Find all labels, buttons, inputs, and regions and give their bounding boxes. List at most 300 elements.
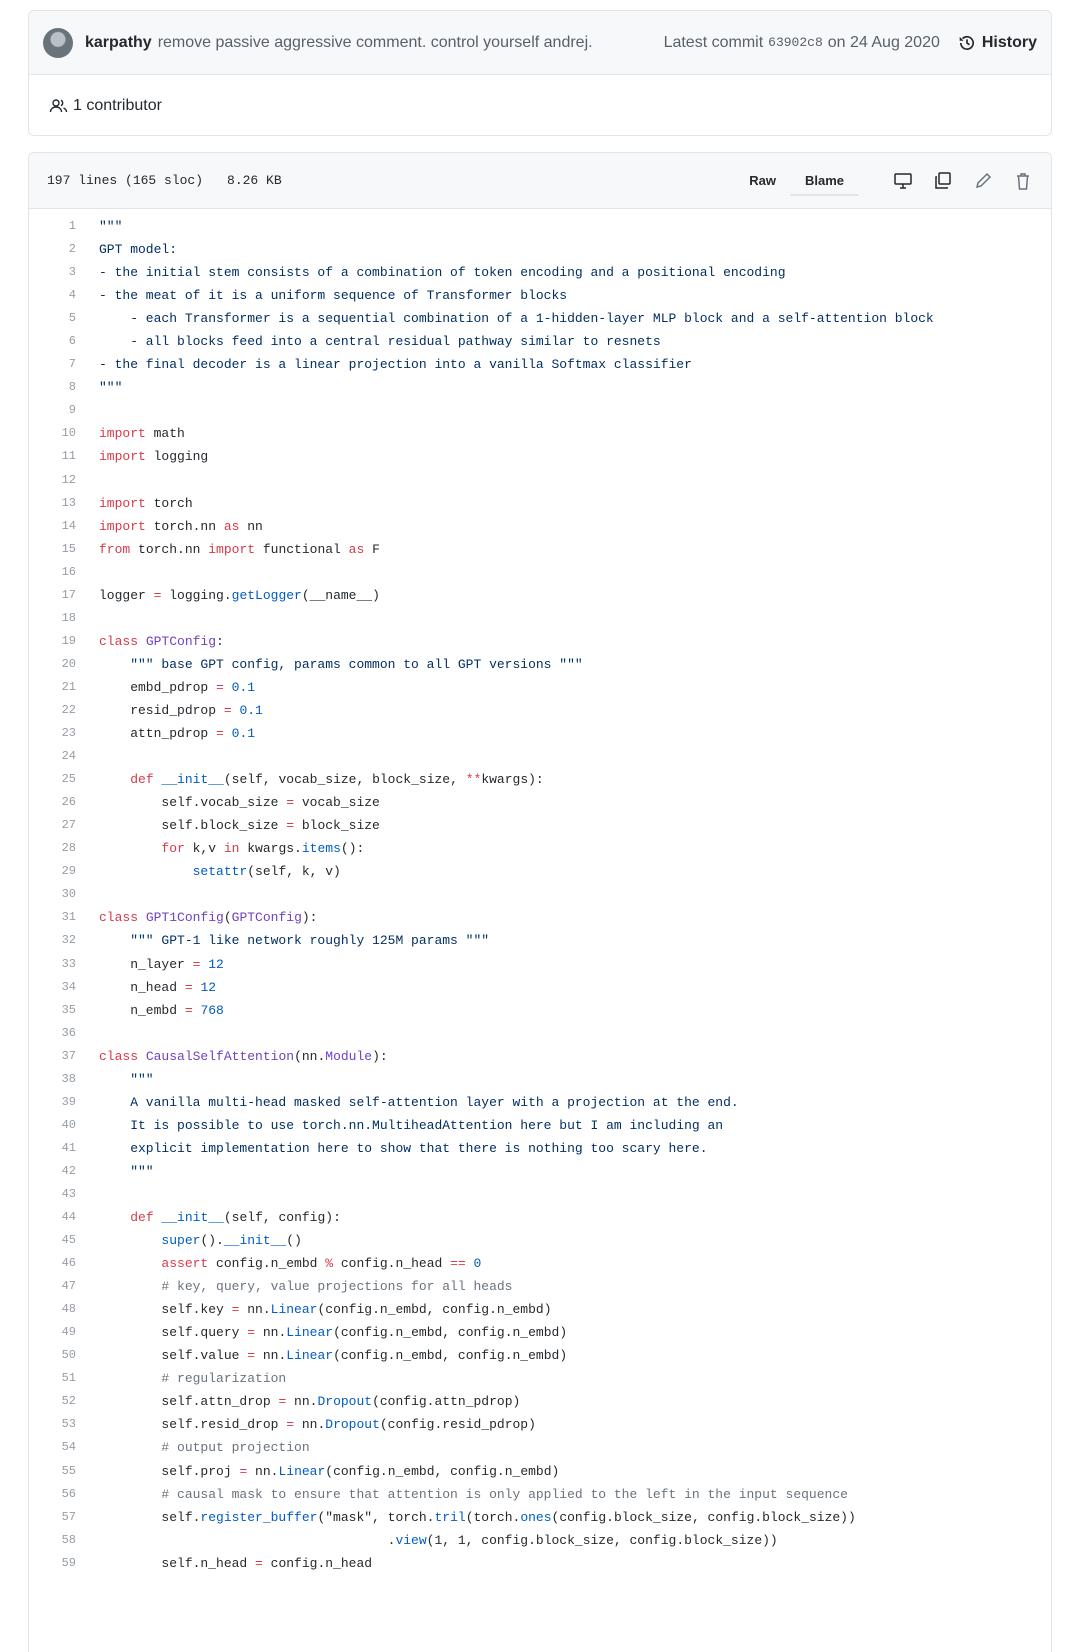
code-token: """ <box>99 1163 154 1179</box>
code-token: = <box>286 1417 295 1433</box>
code-token: self.value <box>99 1348 248 1364</box>
code-token: assert <box>161 1256 209 1272</box>
code-token <box>138 1049 146 1064</box>
line-number[interactable]: 51 <box>61 1371 76 1386</box>
code-token: as <box>223 518 240 534</box>
code-token <box>224 680 232 695</box>
code-token: 0.1 <box>231 679 256 695</box>
code-text <box>76 929 489 952</box>
line-number[interactable]: 26 <box>61 795 76 810</box>
code-text <box>76 584 380 607</box>
code-token: . <box>99 1532 396 1548</box>
line-number[interactable]: 38 <box>61 1071 76 1086</box>
line-number[interactable]: 56 <box>61 1486 76 1501</box>
line-number[interactable]: 36 <box>61 1025 76 1040</box>
code-text <box>76 676 255 699</box>
code-token: (1, 1, config.block_size, config.block_size)) <box>426 1532 778 1548</box>
code-token: = <box>231 1302 240 1318</box>
line-number[interactable]: 41 <box>61 1140 76 1155</box>
code-line <box>29 1529 1051 1552</box>
code-line <box>29 1206 1051 1229</box>
code-token: import <box>208 541 256 557</box>
code-text <box>76 1460 559 1483</box>
line-number[interactable]: 19 <box>61 633 76 648</box>
code-text <box>76 538 380 561</box>
code-token: == <box>450 1256 466 1272</box>
code-token: % <box>325 1256 334 1272</box>
code-token: = <box>286 818 295 834</box>
code-token: explicit implementation here to show that there is nothing too scary here. <box>99 1140 708 1156</box>
commit-sha[interactable]: 63902c8 <box>768 35 823 50</box>
code-line <box>29 284 1051 307</box>
line-number[interactable]: 35 <box>61 1002 76 1017</box>
line-number[interactable]: 17 <box>61 587 76 602</box>
code-text <box>76 1114 723 1137</box>
code-token: = <box>255 1555 263 1571</box>
line-number[interactable]: 42 <box>61 1163 76 1178</box>
code-text <box>76 1022 99 1045</box>
code-line <box>29 1321 1051 1344</box>
line-number[interactable]: 49 <box>61 1325 76 1340</box>
history-label: History <box>981 33 1037 51</box>
line-number[interactable]: 20 <box>61 656 76 671</box>
line-number[interactable]: 34 <box>61 979 76 994</box>
code-token <box>99 1233 161 1248</box>
contributors-row[interactable] <box>29 75 1051 137</box>
code-text <box>76 1275 512 1298</box>
code-token: def <box>130 1210 154 1226</box>
code-token: GPTConfig <box>145 633 217 649</box>
code-token: torch.nn <box>145 518 224 534</box>
code-token: nn. <box>255 1348 287 1364</box>
code-text <box>76 1413 536 1436</box>
latest-commit-bar <box>29 11 1051 75</box>
commit-message[interactable]: remove passive aggressive comment. control yourself andrej. <box>157 33 593 51</box>
line-number[interactable]: 25 <box>61 772 76 787</box>
desktop-icon[interactable] <box>893 171 913 191</box>
line-number[interactable]: 58 <box>61 1532 76 1547</box>
file-size: 8.26 KB <box>227 173 282 188</box>
code-line <box>29 722 1051 745</box>
code-text <box>76 999 224 1022</box>
code-token: = <box>153 587 162 603</box>
code-line <box>29 515 1051 538</box>
code-token: 768 <box>200 1002 224 1018</box>
code-token: = <box>216 679 224 695</box>
code-text <box>76 1367 286 1390</box>
code-token: def <box>130 772 154 788</box>
line-number[interactable]: 8 <box>68 380 76 395</box>
code-token: (torch. <box>465 1509 521 1525</box>
code-token <box>224 726 232 741</box>
line-number[interactable]: 39 <box>61 1094 76 1109</box>
code-token: 0 <box>473 1256 482 1272</box>
code-text <box>76 376 122 399</box>
code-text <box>76 445 208 468</box>
line-number[interactable]: 14 <box>61 518 76 533</box>
code-text <box>76 1344 567 1367</box>
line-number[interactable]: 30 <box>61 887 76 902</box>
code-line <box>29 1275 1051 1298</box>
code-token: import <box>99 449 146 465</box>
code-line <box>29 492 1051 515</box>
line-number[interactable]: 43 <box>61 1186 76 1201</box>
code-token: Linear <box>278 1463 326 1479</box>
line-number[interactable]: 23 <box>61 726 76 741</box>
code-line <box>29 653 1051 676</box>
code-token: self. <box>99 1509 201 1525</box>
code-token: = <box>278 1394 287 1410</box>
line-number[interactable]: 40 <box>61 1117 76 1132</box>
code-token: 0.1 <box>239 702 263 718</box>
line-number[interactable]: 28 <box>61 841 76 856</box>
code-line <box>29 607 1051 630</box>
code-token: vocab_size <box>294 795 380 811</box>
code-token: attn_pdrop <box>99 726 217 742</box>
line-number[interactable]: 45 <box>61 1233 76 1248</box>
code-line <box>29 1298 1051 1321</box>
code-token: (config.attn_pdrop) <box>372 1394 521 1410</box>
raw-blame-group <box>734 166 859 196</box>
code-token: - the final decoder is a linear projection into a vanilla Softmax classifier <box>99 357 692 373</box>
code-token: - the initial stem consists of a combination of token encoding and a positional encoding <box>99 265 786 281</box>
copy-icon[interactable] <box>933 171 953 191</box>
history-button[interactable] <box>958 34 1037 52</box>
code-token: """ <box>99 1071 154 1087</box>
line-number[interactable]: 22 <box>61 702 76 717</box>
code-line <box>29 1022 1051 1045</box>
line-number[interactable]: 2 <box>68 242 76 257</box>
code-text <box>76 353 692 376</box>
code-token: (config.n_embd, config.n_embd) <box>333 1348 568 1364</box>
code-token: ( <box>223 910 232 926</box>
code-text <box>76 607 99 630</box>
line-number[interactable]: 46 <box>61 1256 76 1271</box>
code-line <box>29 1160 1051 1183</box>
code-line <box>29 1229 1051 1252</box>
code-token: view <box>395 1532 427 1548</box>
code-text <box>76 238 177 261</box>
code-token: """ <box>99 219 123 234</box>
line-number[interactable]: 52 <box>61 1394 76 1409</box>
code-token: GPTConfig <box>231 910 302 926</box>
code-token: nn. <box>239 1302 271 1318</box>
code-token: # output projection <box>99 1440 310 1456</box>
code-token: Dropout <box>325 1417 380 1433</box>
code-token: Linear <box>286 1325 334 1341</box>
line-number[interactable]: 33 <box>61 956 76 971</box>
code-token: __init__ <box>161 1210 224 1226</box>
line-number[interactable]: 32 <box>61 933 76 948</box>
line-number[interactable]: 44 <box>61 1210 76 1225</box>
code-token: Module <box>325 1048 373 1064</box>
code-token: class <box>99 910 139 926</box>
code-text <box>76 1137 708 1160</box>
code-token: self.resid_drop <box>99 1417 287 1433</box>
line-number[interactable]: 47 <box>61 1279 76 1294</box>
code-line <box>29 330 1051 353</box>
code-line <box>29 353 1051 376</box>
code-text <box>76 699 263 722</box>
code-token: (nn. <box>294 1048 326 1064</box>
code-line <box>29 538 1051 561</box>
file-box <box>28 152 1052 1652</box>
code-token: logging <box>145 449 209 465</box>
line-number[interactable]: 59 <box>61 1555 76 1570</box>
code-token: nn. <box>286 1394 318 1410</box>
code-token: items <box>301 841 341 857</box>
code-token: - all blocks feed into a central residual pathway similar to resnets <box>99 334 661 350</box>
code-line <box>29 1552 1051 1575</box>
code-token: __init__ <box>161 772 224 788</box>
line-number[interactable]: 53 <box>61 1417 76 1432</box>
file-lines-info: 197 lines (165 sloc) <box>47 173 204 188</box>
code-token: self.attn_drop <box>99 1394 279 1410</box>
code-line <box>29 1413 1051 1436</box>
code-token: tril <box>434 1509 466 1525</box>
code-token: for <box>161 841 185 857</box>
code-token: config.n_embd <box>208 1256 326 1272</box>
code-token: self.n_head <box>99 1555 256 1571</box>
trash-icon[interactable] <box>1013 171 1033 191</box>
line-number[interactable]: 13 <box>61 495 76 510</box>
code-token: 0.1 <box>231 726 256 742</box>
code-token: logger <box>99 587 154 603</box>
code-text <box>76 1298 552 1321</box>
code-line <box>29 860 1051 883</box>
code-token: = <box>223 702 232 718</box>
code-token: = <box>184 979 193 995</box>
code-token: ): <box>301 910 318 926</box>
code-token: self.query <box>99 1325 248 1341</box>
code-token: (self, k, v) <box>247 864 341 880</box>
code-text <box>76 814 380 837</box>
code-line <box>29 1390 1051 1413</box>
code-text <box>76 860 341 883</box>
code-token: nn <box>239 518 263 534</box>
code-line <box>29 215 1051 238</box>
code-line <box>29 1367 1051 1390</box>
code-line <box>29 261 1051 284</box>
code-token: (__name__) <box>301 587 380 603</box>
code-text <box>76 307 934 330</box>
line-number[interactable]: 48 <box>61 1302 76 1317</box>
line-number[interactable]: 27 <box>61 818 76 833</box>
line-number[interactable]: 15 <box>61 541 76 556</box>
code-token <box>99 772 130 787</box>
code-token: = <box>239 1463 248 1479</box>
code-token: super <box>161 1233 201 1249</box>
code-text <box>76 791 380 814</box>
code-text <box>76 722 255 745</box>
code-text <box>76 561 99 584</box>
line-number[interactable]: 12 <box>61 472 76 487</box>
code-line <box>29 976 1051 999</box>
code-token: """ <box>99 380 123 396</box>
code-token: resid_pdrop <box>99 702 224 718</box>
code-token: (config.n_embd, config.n_embd) <box>325 1463 560 1479</box>
code-line <box>29 422 1051 445</box>
code-line <box>29 883 1051 906</box>
code-token: self.vocab_size <box>99 795 287 811</box>
code-view[interactable] <box>29 209 1051 1575</box>
line-number[interactable]: 57 <box>61 1509 76 1524</box>
code-text <box>76 330 661 353</box>
code-token: logging. <box>161 587 232 603</box>
code-text <box>76 1206 341 1229</box>
line-number[interactable]: 54 <box>61 1440 76 1455</box>
code-line <box>29 1460 1051 1483</box>
code-text <box>76 906 317 929</box>
code-text <box>76 515 263 538</box>
line-number[interactable]: 18 <box>61 610 76 625</box>
code-line <box>29 1114 1051 1137</box>
code-token: (self, vocab_size, block_size, <box>223 772 466 788</box>
code-token: class <box>99 633 139 649</box>
line-number[interactable]: 16 <box>61 564 76 579</box>
code-line <box>29 768 1051 791</box>
code-text <box>76 1552 372 1575</box>
code-token: (). <box>200 1233 224 1249</box>
code-token <box>99 1256 161 1271</box>
code-token: (config.resid_pdrop) <box>379 1417 536 1433</box>
code-token: import <box>99 495 146 511</box>
raw-button[interactable]: Raw <box>749 172 776 188</box>
code-text <box>76 953 224 976</box>
code-line <box>29 791 1051 814</box>
code-token: import <box>99 426 146 442</box>
code-line <box>29 999 1051 1022</box>
code-line <box>29 1045 1051 1068</box>
code-token: self.block_size <box>99 818 287 834</box>
line-number[interactable]: 3 <box>68 265 76 280</box>
people-icon <box>49 98 69 114</box>
code-text <box>76 422 185 445</box>
code-token: config.n_head <box>333 1256 451 1272</box>
blame-button[interactable]: Blame <box>790 166 859 196</box>
code-token: ): <box>372 1048 388 1064</box>
code-text <box>76 1390 520 1413</box>
code-token: getLogger <box>231 587 302 603</box>
code-token: nn. <box>247 1463 279 1479</box>
line-number[interactable]: 9 <box>68 403 76 418</box>
code-token: = <box>216 726 224 742</box>
code-token: It is possible to use torch.nn.MultiheadAttention here but I am including an <box>99 1117 724 1133</box>
code-line <box>29 1436 1051 1459</box>
code-token: torch.nn <box>130 541 209 557</box>
line-number[interactable]: 7 <box>68 357 76 372</box>
code-token <box>99 841 161 856</box>
code-token <box>99 1210 130 1225</box>
code-text <box>76 1229 302 1252</box>
line-number[interactable]: 6 <box>68 334 76 349</box>
code-text <box>76 1091 739 1114</box>
code-token: () <box>286 1233 302 1249</box>
line-number[interactable]: 55 <box>61 1463 76 1478</box>
line-number[interactable]: 21 <box>61 679 76 694</box>
code-line <box>29 953 1051 976</box>
line-number[interactable]: 1 <box>68 219 76 233</box>
code-line <box>29 445 1051 468</box>
code-text <box>76 492 193 515</box>
code-token: - the meat of it is a uniform sequence of Transformer blocks <box>99 288 568 304</box>
code-token: GPT model: <box>99 242 178 258</box>
code-token: = <box>247 1325 256 1341</box>
code-token: ones <box>520 1509 552 1525</box>
code-line <box>29 469 1051 492</box>
code-token: # causal mask to ensure that attention is only applied to the left in the input sequence <box>99 1486 848 1502</box>
code-token: 12 <box>208 956 224 972</box>
code-token: kwargs): <box>481 772 544 788</box>
code-token: nn. <box>255 1325 287 1341</box>
code-token <box>99 864 193 879</box>
line-number[interactable]: 4 <box>68 288 76 303</box>
code-token: = <box>184 1002 193 1018</box>
code-token: as <box>348 541 365 557</box>
code-token: block_size <box>294 818 380 834</box>
code-token: import <box>99 518 146 534</box>
code-line <box>29 1091 1051 1114</box>
code-text <box>76 1183 99 1206</box>
code-token: n_head <box>99 979 185 995</box>
line-number[interactable]: 24 <box>61 749 76 764</box>
code-token: ** <box>465 772 482 788</box>
code-line <box>29 376 1051 399</box>
code-token: : <box>216 633 224 649</box>
code-token: math <box>145 426 185 442</box>
code-line <box>29 699 1051 722</box>
contributors-count: 1 contributor <box>73 97 162 114</box>
code-token: self.key <box>99 1302 232 1318</box>
file-header <box>29 153 1051 209</box>
line-number[interactable]: 37 <box>61 1048 76 1063</box>
line-number[interactable]: 10 <box>61 426 76 441</box>
code-line <box>29 630 1051 653</box>
line-number[interactable]: 31 <box>61 910 76 925</box>
code-token: config.n_head <box>262 1555 373 1571</box>
code-line <box>29 814 1051 837</box>
code-text <box>76 1068 154 1091</box>
code-token: setattr <box>192 864 248 880</box>
author-avatar[interactable] <box>43 28 73 58</box>
line-number[interactable]: 29 <box>61 864 76 879</box>
code-text <box>76 1252 481 1275</box>
code-line <box>29 929 1051 952</box>
code-token: kwargs. <box>239 841 302 857</box>
code-text <box>76 1483 848 1506</box>
code-text <box>76 215 122 238</box>
code-text <box>76 284 567 307</box>
line-number[interactable]: 50 <box>61 1348 76 1363</box>
code-token: nn. <box>294 1417 326 1433</box>
code-token: k,v <box>184 841 224 857</box>
commit-author[interactable]: karpathy <box>85 33 152 51</box>
latest-commit-label: Latest commit <box>663 33 764 51</box>
code-token: Linear <box>270 1302 318 1318</box>
code-token: (): <box>340 841 365 857</box>
code-text <box>76 745 99 768</box>
pencil-icon[interactable] <box>973 171 993 191</box>
code-token: __init__ <box>223 1233 287 1249</box>
line-number[interactable]: 5 <box>68 311 76 326</box>
line-number[interactable]: 11 <box>61 449 76 464</box>
code-text <box>76 469 99 492</box>
code-text <box>76 653 583 676</box>
code-line <box>29 1344 1051 1367</box>
code-token: (config.n_embd, config.n_embd) <box>333 1325 568 1341</box>
code-line <box>29 307 1051 330</box>
code-token: (config.n_embd, config.n_embd) <box>317 1302 552 1318</box>
